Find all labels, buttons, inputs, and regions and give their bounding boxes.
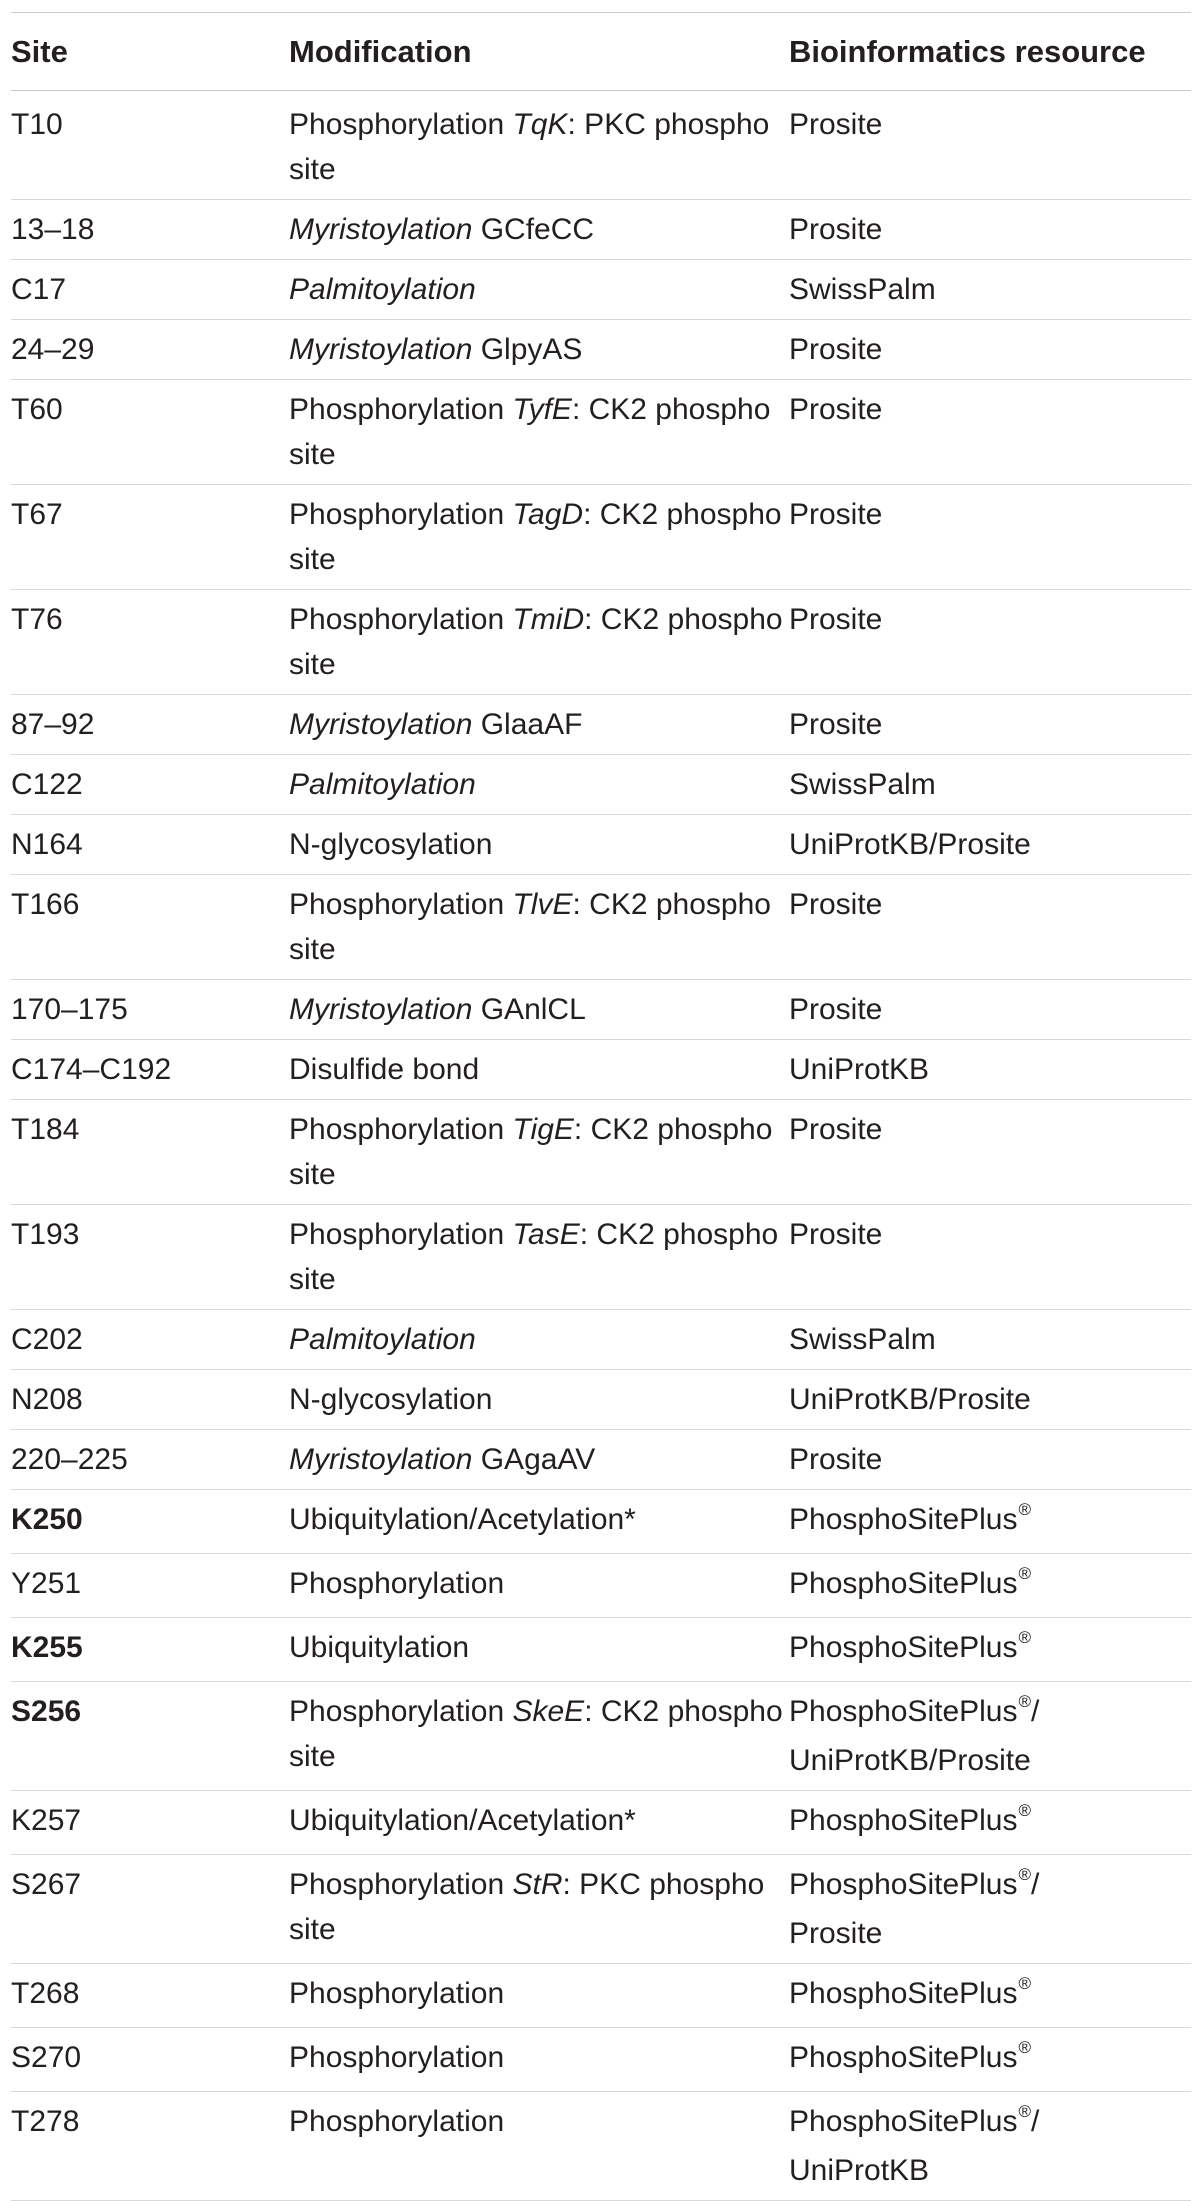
resource-text: UniProtKB	[789, 2154, 930, 2187]
resource-text: PhosphoSitePlus	[789, 1567, 1018, 1600]
modification-italic-text: Palmitoylation	[289, 273, 476, 306]
modification-text: Disulfide bond	[289, 1053, 480, 1086]
cell-site: K257	[11, 1804, 82, 1837]
cell-modification	[289, 815, 789, 875]
modification-text: : CK2 phospho site	[289, 888, 771, 966]
cell-resource	[789, 2092, 1191, 2201]
resource-text: SwissPalm	[789, 1323, 936, 1356]
cell-resource	[789, 1100, 1191, 1205]
modification-italic-text: Myristoylation	[289, 333, 473, 366]
table-body	[11, 91, 1191, 2201]
cell-site: 87–92	[11, 708, 95, 741]
cell-modification	[289, 1040, 789, 1100]
table-row	[11, 1430, 1191, 1490]
cell-site: T166	[11, 888, 80, 921]
modification-text: : CK2 phospho site	[289, 1695, 783, 1773]
registered-mark-icon: ®	[1018, 2102, 1032, 2121]
cell-modification	[289, 1370, 789, 1430]
modification-text: Phosphorylation	[289, 888, 513, 921]
cell-modification	[289, 1618, 789, 1682]
modification-text: : CK2 phospho site	[289, 603, 783, 681]
cell-resource	[789, 1682, 1191, 1791]
header-row	[11, 13, 1191, 91]
cell-site: T278	[11, 2105, 80, 2138]
cell-site: T184	[11, 1113, 80, 1146]
cell-resource	[789, 1310, 1191, 1370]
resource-text: Prosite	[789, 603, 883, 636]
table-row	[11, 320, 1191, 380]
cell-site: K255	[11, 1631, 83, 1664]
modification-text: Ubiquitylation/Acetylation*	[289, 1804, 636, 1837]
resource-text: PhosphoSitePlus	[789, 1977, 1018, 2010]
modification-text: Phosphorylation	[289, 1977, 505, 2010]
cell-modification	[289, 200, 789, 260]
ptm-sites-table	[11, 12, 1191, 2201]
cell-modification	[289, 91, 789, 200]
table-row	[11, 695, 1191, 755]
modification-text: Phosphorylation	[289, 1567, 505, 1600]
table-row	[11, 1205, 1191, 1310]
cell-modification	[289, 485, 789, 590]
table-row	[11, 590, 1191, 695]
modification-italic-text: TasE	[512, 1218, 580, 1251]
modification-italic-text: TigE	[512, 1113, 574, 1146]
modification-text: GAgaAV	[472, 1443, 596, 1476]
registered-mark-icon: ®	[1018, 1564, 1032, 1583]
modification-text: : CK2 phospho site	[289, 498, 782, 576]
cell-modification	[289, 320, 789, 380]
cell-resource	[789, 1855, 1191, 1964]
modification-text: Phosphorylation	[289, 108, 513, 141]
table-row	[11, 1855, 1191, 1964]
cell-site: K250	[11, 1503, 83, 1536]
cell-resource	[789, 91, 1191, 200]
cell-site: T268	[11, 1977, 80, 2010]
cell-modification	[289, 1490, 789, 1554]
modification-italic-text: Myristoylation	[289, 213, 473, 246]
header-site: Site	[11, 34, 68, 69]
modification-text: Phosphorylation	[289, 2041, 505, 2074]
table-row	[11, 2028, 1191, 2092]
resource-text: PhosphoSitePlus	[789, 1695, 1018, 1728]
cell-resource	[789, 380, 1191, 485]
cell-modification	[289, 260, 789, 320]
cell-site: 13–18	[11, 213, 95, 246]
resource-text: UniProtKB/Prosite	[789, 1744, 1031, 1777]
resource-text: Prosite	[789, 993, 883, 1026]
modification-text: Ubiquitylation/Acetylation*	[289, 1503, 636, 1536]
registered-mark-icon: ®	[1018, 1628, 1032, 1647]
table-row	[11, 1040, 1191, 1100]
table-row	[11, 1791, 1191, 1855]
resource-text: Prosite	[789, 888, 883, 921]
modification-text: N-glycosylation	[289, 1383, 493, 1416]
modification-italic-text: TagD	[512, 498, 584, 531]
modification-italic-text: TmiD	[512, 603, 585, 636]
modification-italic-text: Myristoylation	[289, 708, 473, 741]
cell-site: T67	[11, 498, 63, 531]
resource-text: UniProtKB	[789, 1053, 930, 1086]
table-row	[11, 200, 1191, 260]
cell-site: C17	[11, 273, 67, 306]
cell-modification	[289, 1205, 789, 1310]
table-row	[11, 980, 1191, 1040]
table-row	[11, 815, 1191, 875]
registered-mark-icon: ®	[1018, 2038, 1032, 2057]
resource-text: Prosite	[789, 108, 883, 141]
table-row	[11, 91, 1191, 200]
resource-text: Prosite	[789, 393, 883, 426]
cell-site: T76	[11, 603, 63, 636]
table-row	[11, 2092, 1191, 2201]
cell-site: S270	[11, 2041, 82, 2074]
cell-resource	[789, 1040, 1191, 1100]
modification-text: Ubiquitylation	[289, 1631, 470, 1664]
cell-resource	[789, 1370, 1191, 1430]
resource-text: Prosite	[789, 213, 883, 246]
modification-italic-text: TqK	[512, 108, 568, 141]
cell-modification	[289, 2028, 789, 2092]
resource-text: Prosite	[789, 1443, 883, 1476]
modification-text: : CK2 phospho site	[289, 1113, 773, 1191]
modification-text: Phosphorylation	[289, 603, 513, 636]
cell-resource	[789, 1205, 1191, 1310]
registered-mark-icon: ®	[1018, 1974, 1032, 1993]
cell-resource	[789, 980, 1191, 1040]
registered-mark-icon: ®	[1018, 1692, 1032, 1711]
cell-resource	[789, 590, 1191, 695]
header-modification: Modification	[289, 34, 472, 69]
modification-text: : CK2 phospho site	[289, 393, 771, 471]
cell-site: C174–C192	[11, 1053, 172, 1086]
cell-modification	[289, 1554, 789, 1618]
table-row	[11, 260, 1191, 320]
cell-site: T60	[11, 393, 63, 426]
cell-modification	[289, 1791, 789, 1855]
cell-resource	[789, 1430, 1191, 1490]
modification-text: GAnlCL	[472, 993, 586, 1026]
resource-separator: /	[1031, 1695, 1040, 1728]
table-row	[11, 875, 1191, 980]
modification-text: : PKC phospho site	[289, 108, 770, 186]
resource-text: SwissPalm	[789, 768, 936, 801]
modification-text: Phosphorylation	[289, 1695, 513, 1728]
cell-site: T10	[11, 108, 63, 141]
cell-modification	[289, 695, 789, 755]
table-row	[11, 1100, 1191, 1205]
table-container	[11, 12, 1191, 2201]
cell-modification	[289, 1100, 789, 1205]
modification-italic-text: Myristoylation	[289, 1443, 473, 1476]
resource-text: SwissPalm	[789, 273, 936, 306]
cell-site: S256	[11, 1695, 82, 1728]
cell-resource	[789, 695, 1191, 755]
resource-text: Prosite	[789, 1218, 883, 1251]
table-row	[11, 1370, 1191, 1430]
registered-mark-icon: ®	[1018, 1865, 1032, 1884]
modification-text: : PKC phospho site	[289, 1868, 765, 1946]
modification-text: Phosphorylation	[289, 498, 513, 531]
cell-site: T193	[11, 1218, 80, 1251]
resource-text: PhosphoSitePlus	[789, 1804, 1018, 1837]
modification-text: GlpyAS	[472, 333, 583, 366]
cell-modification	[289, 1964, 789, 2028]
cell-resource	[789, 1554, 1191, 1618]
cell-resource	[789, 1490, 1191, 1554]
modification-text: : CK2 phospho site	[289, 1218, 779, 1296]
table-row	[11, 1964, 1191, 2028]
modification-italic-text: Myristoylation	[289, 993, 473, 1026]
resource-text: Prosite	[789, 1917, 883, 1950]
cell-modification	[289, 1310, 789, 1370]
resource-text: PhosphoSitePlus	[789, 1503, 1018, 1536]
resource-text: UniProtKB/Prosite	[789, 828, 1031, 861]
resource-text: Prosite	[789, 708, 883, 741]
cell-resource	[789, 260, 1191, 320]
registered-mark-icon: ®	[1018, 1801, 1032, 1820]
modification-italic-text: TyfE	[512, 393, 572, 426]
table-row	[11, 1310, 1191, 1370]
resource-text: PhosphoSitePlus	[789, 2041, 1018, 2074]
modification-italic-text: SkeE	[512, 1695, 585, 1728]
table-row	[11, 380, 1191, 485]
resource-text: Prosite	[789, 333, 883, 366]
table-header	[11, 13, 1191, 91]
modification-italic-text: Palmitoylation	[289, 1323, 476, 1356]
cell-modification	[289, 875, 789, 980]
modification-text: GCfeCC	[472, 213, 595, 246]
resource-text: PhosphoSitePlus	[789, 2105, 1018, 2138]
resource-separator: /	[1031, 2105, 1040, 2138]
cell-resource	[789, 755, 1191, 815]
modification-text: Phosphorylation	[289, 1113, 513, 1146]
cell-site: S267	[11, 1868, 82, 1901]
cell-resource	[789, 1964, 1191, 2028]
cell-site: 170–175	[11, 993, 128, 1026]
resource-separator: /	[1031, 1868, 1040, 1901]
modification-italic-text: Palmitoylation	[289, 768, 476, 801]
modification-text: N-glycosylation	[289, 828, 493, 861]
cell-site: Y251	[11, 1567, 82, 1600]
table-row	[11, 1618, 1191, 1682]
resource-text: PhosphoSitePlus	[789, 1868, 1018, 1901]
table-row	[11, 1490, 1191, 1554]
cell-site: C122	[11, 768, 83, 801]
resource-text: PhosphoSitePlus	[789, 1631, 1018, 1664]
modification-italic-text: TlvE	[512, 888, 573, 921]
resource-text: Prosite	[789, 498, 883, 531]
modification-text: Phosphorylation	[289, 2105, 505, 2138]
modification-text: Phosphorylation	[289, 1868, 513, 1901]
cell-modification	[289, 1682, 789, 1791]
cell-site: 220–225	[11, 1443, 128, 1476]
cell-modification	[289, 380, 789, 485]
modification-text: GlaaAF	[472, 708, 583, 741]
cell-modification	[289, 755, 789, 815]
cell-resource	[789, 1791, 1191, 1855]
cell-site: N164	[11, 828, 83, 861]
cell-resource	[789, 485, 1191, 590]
cell-resource	[789, 875, 1191, 980]
registered-mark-icon: ®	[1018, 1500, 1032, 1519]
cell-resource	[789, 815, 1191, 875]
cell-resource	[789, 320, 1191, 380]
table-row	[11, 1554, 1191, 1618]
cell-modification	[289, 1855, 789, 1964]
cell-resource	[789, 2028, 1191, 2092]
cell-site: N208	[11, 1383, 83, 1416]
cell-modification	[289, 590, 789, 695]
cell-site: C202	[11, 1323, 83, 1356]
cell-modification	[289, 2092, 789, 2201]
cell-modification	[289, 980, 789, 1040]
modification-text: Phosphorylation	[289, 393, 513, 426]
modification-italic-text: StR	[512, 1868, 563, 1901]
header-resource: Bioinformatics resource	[789, 34, 1146, 69]
cell-modification	[289, 1430, 789, 1490]
modification-text: Phosphorylation	[289, 1218, 513, 1251]
cell-site: 24–29	[11, 333, 95, 366]
table-row	[11, 485, 1191, 590]
resource-text: Prosite	[789, 1113, 883, 1146]
resource-text: UniProtKB/Prosite	[789, 1383, 1031, 1416]
table-row	[11, 755, 1191, 815]
cell-resource	[789, 200, 1191, 260]
table-row	[11, 1682, 1191, 1791]
cell-resource	[789, 1618, 1191, 1682]
